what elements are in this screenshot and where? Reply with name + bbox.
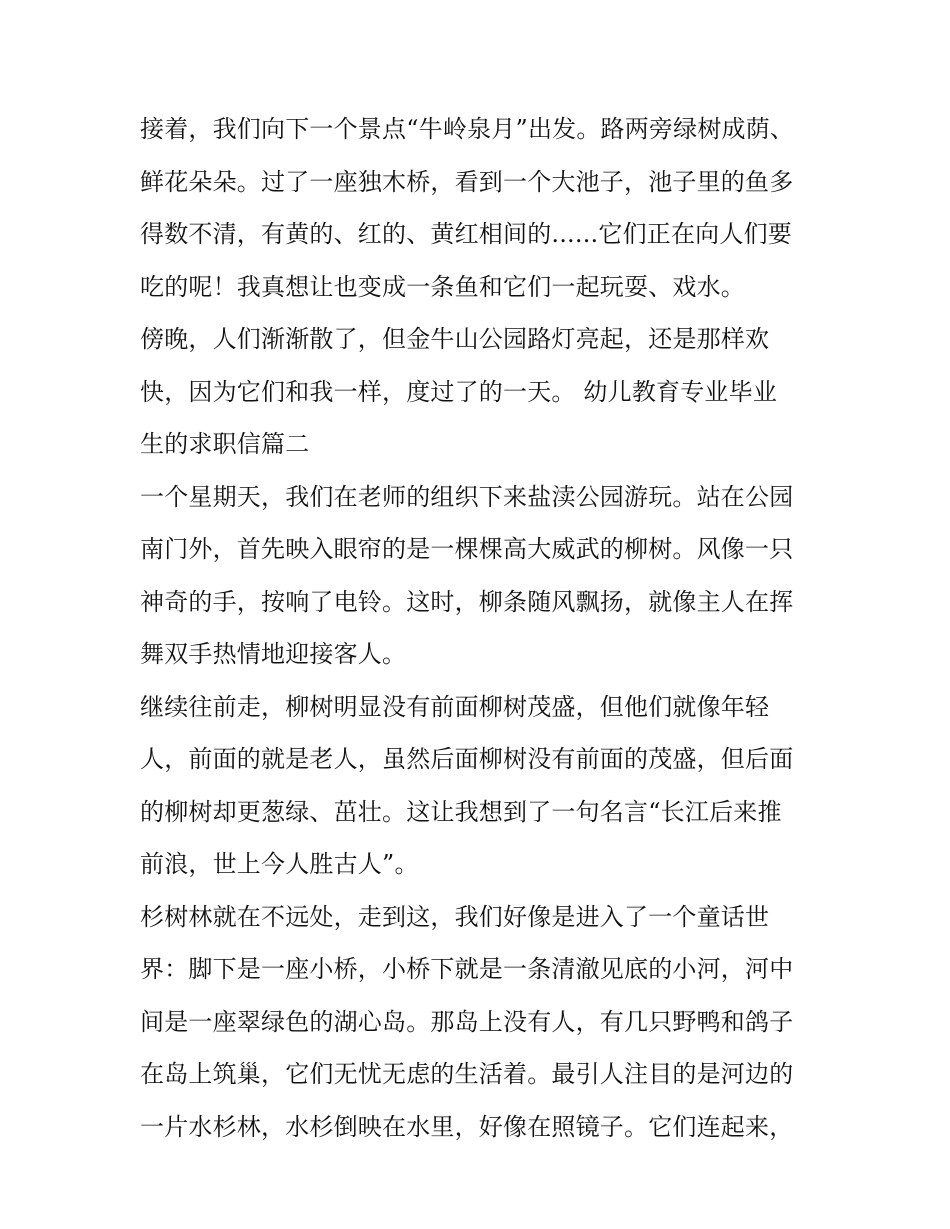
text-line: 接着，我们向下一个景点“牛岭泉月”出发。路两旁绿树成荫、 bbox=[140, 115, 795, 143]
text-line: 前浪，世上今人胜古人”。 bbox=[140, 850, 419, 878]
text-line: 的柳树却更葱绿、茁壮。这让我想到了一句名言“长江后来推 bbox=[140, 797, 782, 826]
text-line: 杉树林就在不远处，走到这，我们好像是进入了一个童话世 bbox=[140, 902, 770, 931]
text-line: 鲜花朵朵。过了一座独木桥，看到一个大池子，池子里的鱼多 bbox=[140, 167, 794, 196]
text-line: 傍晚，人们渐渐散了，但金牛山公园路灯亮起，还是那样欢 bbox=[140, 325, 770, 353]
text-line: 舞双手热情地迎接客人。 bbox=[140, 640, 407, 668]
text-line: 在岛上筑巢，它们无忧无虑的生活着。最引人注目的是河边的 bbox=[140, 1060, 794, 1088]
document-body bbox=[140, 103, 820, 1153]
text-line: 人，前面的就是老人，虽然后面柳树没有前面的茂盛，但后面 bbox=[140, 745, 794, 773]
text-line: 一片水杉林，水杉倒映在水里，好像在照镜子。它们连起来， bbox=[140, 1112, 794, 1141]
text-line: 界：脚下是一座小桥，小桥下就是一条清澈见底的小河，河中 bbox=[140, 955, 794, 983]
text-line: 吃的呢！我真想让也变成一条鱼和它们一起玩耍、戏水。 bbox=[140, 272, 745, 301]
text-line: 快，因为它们和我一样，度过了的一天。 幼儿教育专业毕业 bbox=[140, 377, 778, 406]
text-line: 继续往前走，柳树明显没有前面柳树茂盛，但他们就像年轻 bbox=[140, 692, 770, 721]
text-line: 得数不清，有黄的、红的、黄红相间的......它们正在向人们要 bbox=[140, 220, 792, 248]
text-line: 间是一座翠绿色的湖心岛。那岛上没有人，有几只野鸭和鸽子 bbox=[140, 1007, 794, 1036]
text-line: 南门外，首先映入眼帘的是一棵棵高大威武的柳树。风像一只 bbox=[140, 535, 794, 563]
text-line: 一个星期天，我们在老师的组织下来盐渎公园游玩。站在公园 bbox=[140, 482, 794, 511]
text-line: 神奇的手，按响了电铃。这时，柳条随风飘扬，就像主人在挥 bbox=[140, 587, 794, 616]
text-line: 生的求职信篇二 bbox=[140, 430, 310, 458]
